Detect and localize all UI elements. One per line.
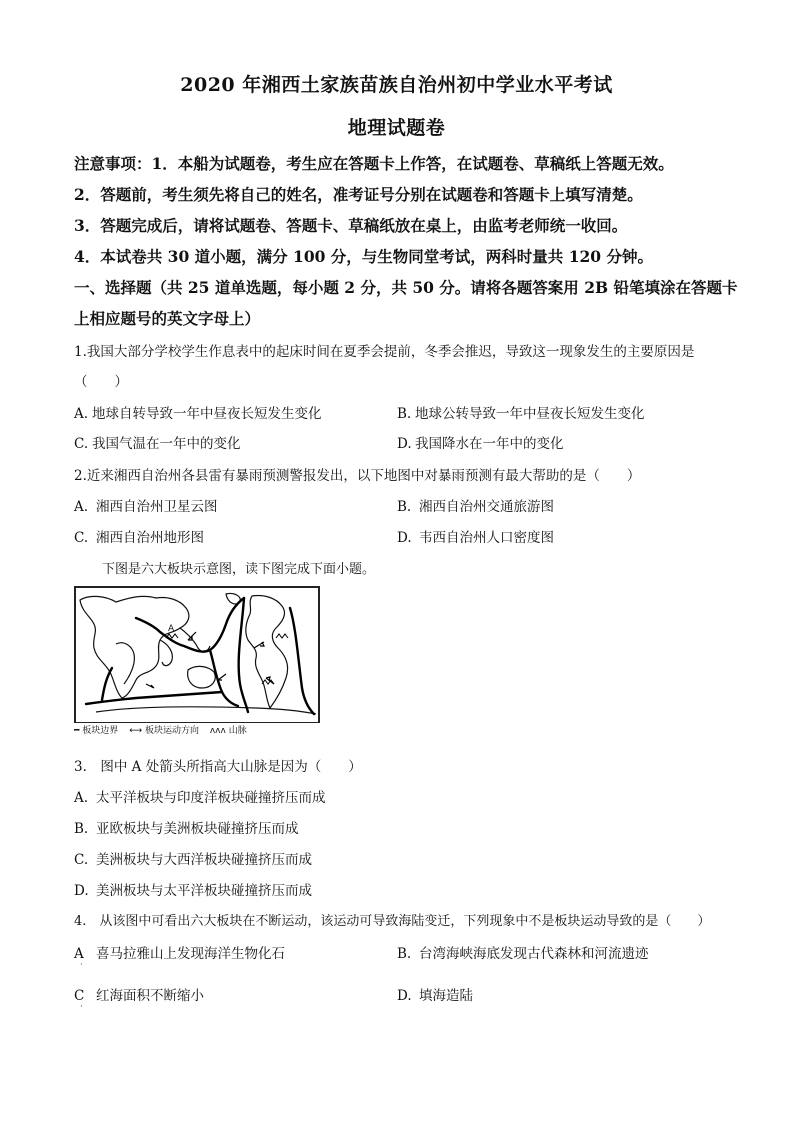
scan-speck: ·	[80, 1002, 83, 1012]
q1-stem: 1.我国大部分学校学生作息表中的起床时间在夏季会提前，冬季会推迟，导致这一现象发生的主要原因是	[74, 344, 695, 360]
option-label: B.	[397, 406, 412, 422]
q3-option-d	[74, 879, 312, 899]
option-label: D.	[397, 436, 412, 452]
option-text: 我国气温在一年中的变化	[92, 436, 241, 452]
option-label: D.	[74, 883, 89, 899]
q4-option-b	[397, 942, 649, 962]
legend-mountain-icon: ᴧᴧᴧ	[209, 726, 226, 736]
legend-boundary-icon: ━	[74, 726, 80, 736]
q3-option-a	[74, 786, 326, 806]
q4-option-d	[397, 984, 473, 1004]
option-text: 地球自转导致一年中昼夜长短发生变化	[92, 406, 322, 422]
section-heading-line-1: 一、选择题（共 25 道单选题，每小题 2 分，共 50 分。请将各题答案用 2B 铅笔填涂在答题卡	[74, 278, 738, 297]
option-text: 美洲板块与大西洋板块碰撞挤压而成	[96, 852, 312, 868]
option-text: 地球公转导致一年中昼夜长短发生变化	[415, 406, 645, 422]
option-label: A.	[74, 406, 89, 422]
note-4: 4．本试卷共 30 道小题，满分 100 分，与生物同堂考试，两科时量共 120 分钟。	[74, 247, 653, 266]
legend-motion-label: 板块运动方向	[144, 726, 199, 736]
note-2: 2．答题前，考生须先将自己的姓名，准考证号分别在试题卷和答题卡上填写清楚。	[74, 185, 643, 204]
q1-option-d	[397, 432, 564, 452]
option-text: 红海面积不断缩小	[96, 988, 204, 1004]
option-text: 湘西自治州地形图	[96, 530, 204, 546]
q1-option-a	[74, 402, 322, 422]
q4-stem: 4. 从该图中可看出六大板块在不断运动，该运动可导致海陆变迁，下列现象中不是板块运动导致的是（ ）	[74, 914, 711, 929]
option-text: 太平洋板块与印度洋板块碰撞挤压而成	[96, 790, 326, 806]
map-label-a: A	[168, 624, 175, 634]
q2-option-b	[397, 495, 554, 515]
q2-option-c	[74, 526, 204, 546]
option-text: 湘西自治州卫星云图	[96, 499, 218, 515]
exam-title: 2020 年湘西土家族苗族自治州初中学业水平考试	[180, 74, 613, 96]
q2-option-a	[74, 495, 218, 515]
note-3: 3．答题完成后，请将试题卷、答题卡、草稿纸放在桌上，由监考老师统一收回。	[74, 216, 628, 235]
option-label: D.	[397, 530, 412, 546]
map-intro: 下图是六大板块示意图，读下图完成下面小题。	[102, 562, 376, 577]
q2-option-d	[397, 526, 554, 546]
note-1: 注意事项：1．本船为试题卷，考生应在答题卡上作答，在试题卷、草稿纸上答题无效。	[74, 154, 674, 173]
option-label: A.	[74, 790, 89, 806]
option-label: C	[74, 988, 85, 1004]
option-text: 我国降水在一年中的变化	[415, 436, 564, 452]
legend-mountain-label: 山脉	[228, 726, 247, 736]
q3-option-b	[74, 817, 299, 837]
q4-option-c	[74, 984, 204, 1004]
legend-boundary-label: 板块边界	[82, 726, 119, 736]
q1-blank: （ ）	[74, 374, 128, 390]
scan-speck: ·	[80, 960, 83, 970]
plate-map	[74, 586, 320, 734]
option-label: B.	[397, 946, 412, 962]
option-text: 湘西自治州交通旅游图	[419, 499, 554, 515]
option-label: C.	[74, 530, 89, 546]
option-text: 台湾海峡海底发现古代森林和河流遗迹	[419, 946, 649, 962]
q3-option-c	[74, 848, 312, 868]
map-legend	[74, 722, 320, 735]
legend-arrow-icon: ⟷	[129, 726, 143, 736]
option-text: 填海造陆	[419, 988, 473, 1004]
q3-stem: 3. 图中 A 处箭头所指高大山脉是因为（ ）	[74, 759, 362, 775]
q1-option-b	[397, 402, 645, 422]
plate-map-drawing	[76, 588, 318, 720]
q4-option-a	[74, 942, 285, 962]
option-label: C.	[74, 852, 89, 868]
section-heading-line-2: 上相应题号的英文字母上）	[74, 309, 261, 328]
option-text: 亚欧板块与美洲板块碰撞挤压而成	[96, 821, 299, 837]
option-label: A	[74, 946, 84, 962]
option-text: 喜马拉雅山上发现海洋生物化石	[96, 946, 285, 962]
option-text: 韦西自治州人口密度图	[419, 530, 554, 546]
option-text: 美洲板块与太平洋板块碰撞挤压而成	[96, 883, 312, 899]
option-label: A.	[74, 499, 89, 515]
q1-option-c	[74, 432, 241, 452]
option-label: C.	[74, 436, 89, 452]
option-label: B.	[397, 499, 412, 515]
option-label: B.	[74, 821, 89, 837]
q2-stem: 2.近来湘西自治州各县雷有暴雨预测警报发出，以下地图中对暴雨预测有最大帮助的是（ ）	[74, 468, 641, 484]
option-label: D.	[397, 988, 412, 1004]
exam-subtitle: 地理试题卷	[347, 117, 446, 139]
